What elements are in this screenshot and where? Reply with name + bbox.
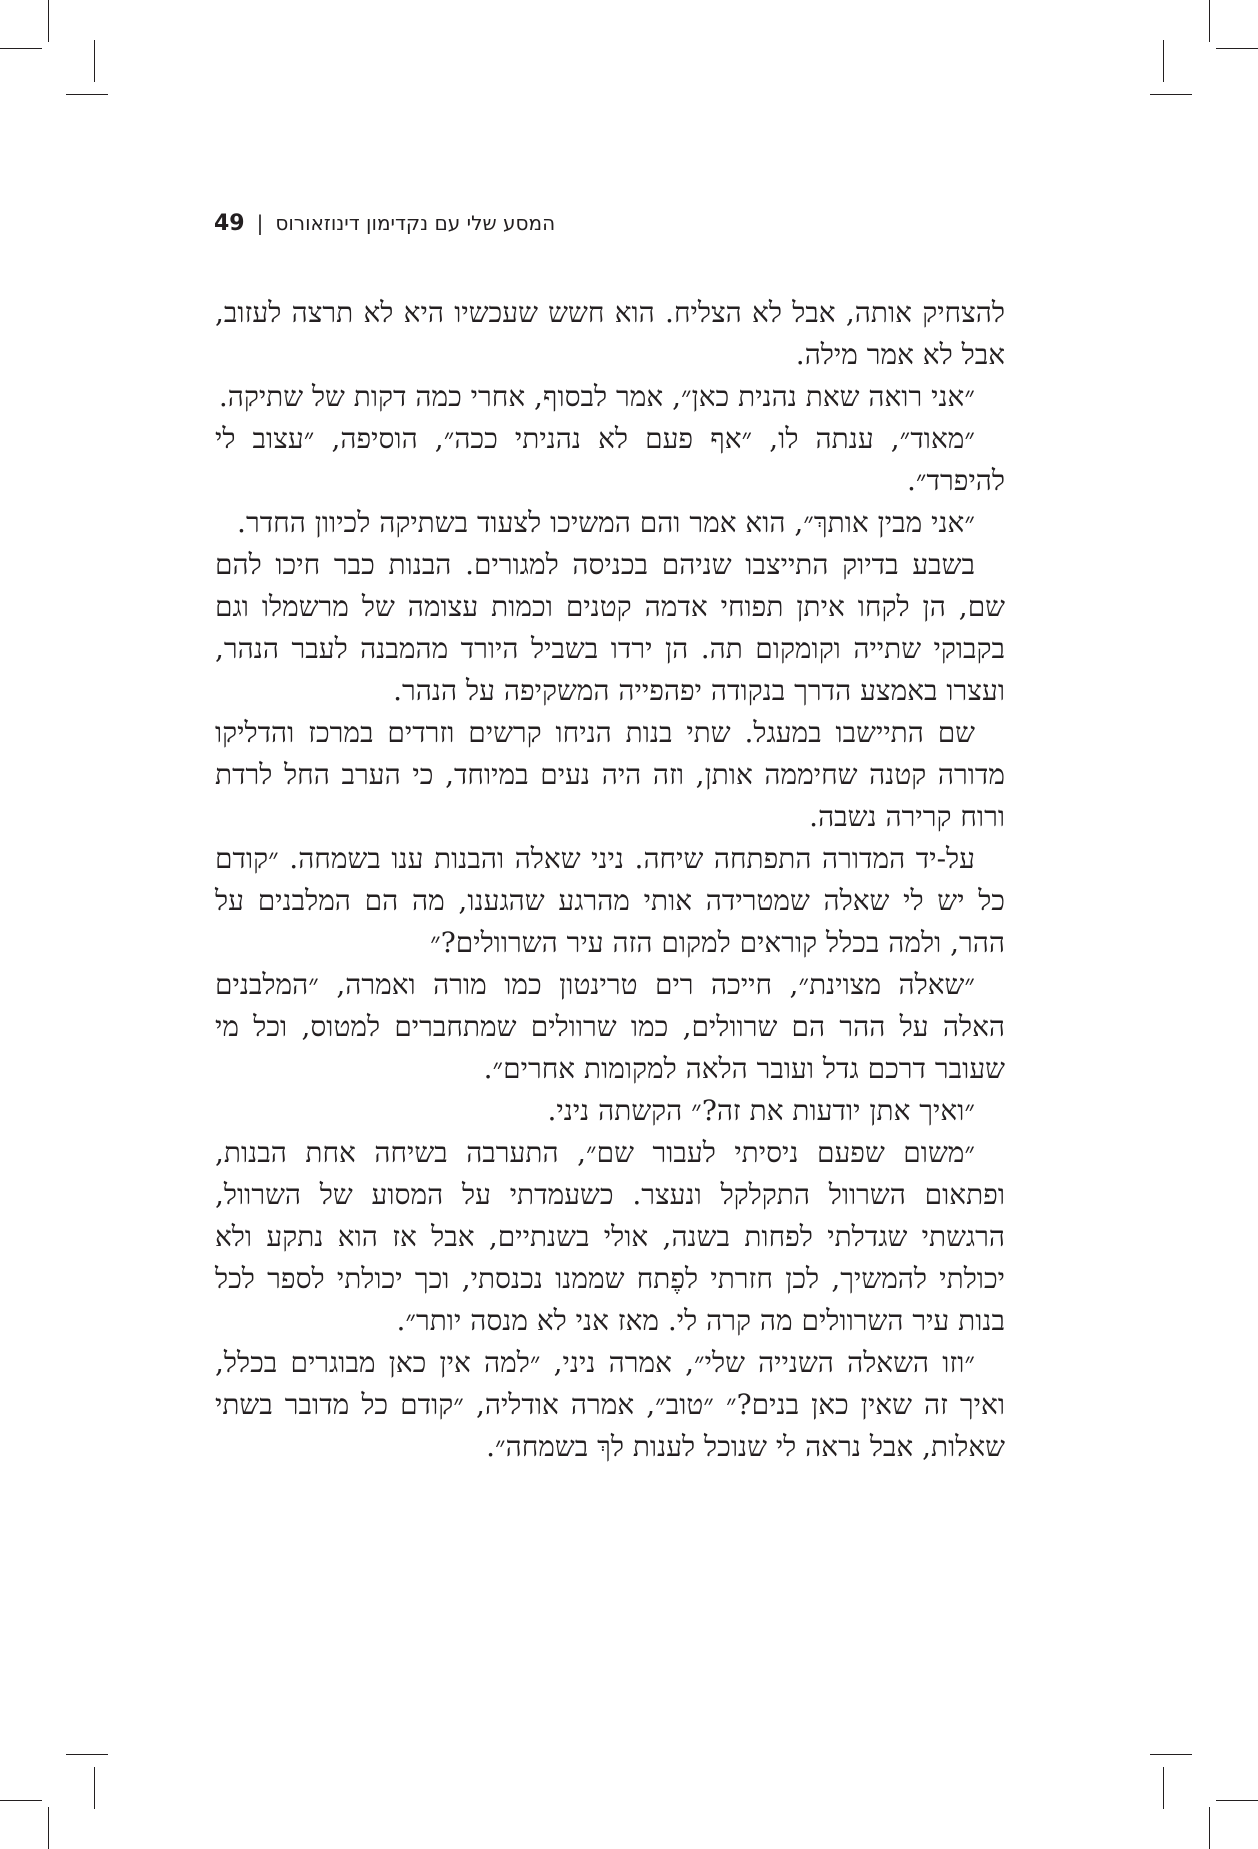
crop-mark-bottom-right-v — [1209, 1807, 1210, 1849]
paragraph: ״אני רואה שאת נהנית כאן״, אמר לבסוף, אחרי כמה דקות של שתיקה. — [218, 380, 975, 413]
crop-mark-top-right-inner-h — [1150, 94, 1192, 95]
crop-mark-bottom-right-inner-v — [1163, 1767, 1164, 1809]
crop-mark-top-left-inner-h — [66, 94, 108, 95]
crop-mark-top-right-h — [1216, 48, 1258, 49]
crop-mark-top-left-inner-v — [94, 40, 95, 82]
paragraph: שם התיישבו במעגל. שתי בנות הניחו קרשים וזרדים במרכז והדליקו מדורה קטנה שחיממה אותן, וזה היה נעים במיוחד, כי הערב החל לרדת ורוח קרירה נשבה. — [215, 716, 1005, 833]
crop-mark-top-left-h — [0, 48, 42, 49]
crop-mark-bottom-left-inner-v — [94, 1767, 95, 1809]
crop-mark-bottom-left-h — [0, 1800, 42, 1801]
crop-mark-top-left-v — [48, 0, 49, 42]
paragraph: להצחיק אותה, אבל לא הצליח. הוא חשש שעכשיו היא לא תרצה לעזוב, אבל לא אמר מילה. — [215, 296, 1005, 371]
paragraph: על-יד המדורה התפתחה שיחה. ניני שאלה והבנות ענו בשמחה. ״קודם כל יש לי שאלה שמטרידה אותי מהרגע שהגענו, מה הם המלבנים על ההר, ולמה בכלל קוראים למקום הזה עיר השרוולים?״ — [215, 842, 1005, 959]
running-header — [214, 208, 1014, 238]
crop-mark-top-right-v — [1209, 0, 1210, 42]
page-number: 49 — [214, 211, 245, 236]
paragraph: ״וזו השאלה השנייה שלי״, אמרה ניני, ״למה אין כאן מבוגרים בכלל, ואיך זה שאין כאן בנים?״ ״טוב״, אמרה אודליה, ״קודם כל מדובר בשתי שאלות, אבל נראה לי שנוכל לענות לךְ בשמחה״. — [215, 1346, 1005, 1463]
paragraph: בשבע בדיוק התייצבו שניהם בכניסה למגורים. הבנות כבר חיכו להם שם, הן לקחו איתן תפוחי אדמה קטנים וכמות עצומה של מרשמלו וגם בקבוקי שתייה וקומקום תה. הן ירדו בשביל היורד מהמבנה לעבר הנהר, ועצרו באמצע הדרך בנקודה יפהפייה המשקיפה על הנהר. — [215, 548, 1005, 707]
crop-mark-bottom-right-inner-h — [1150, 1754, 1192, 1755]
crop-mark-top-right-inner-v — [1163, 40, 1164, 82]
book-title: המסע שלי עם נקדימון דינוזאורוס — [275, 211, 556, 235]
crop-mark-bottom-left-inner-h — [66, 1754, 108, 1755]
paragraph: ״ואיך אתן יודעות את זה?״ הקשתה ניני. — [547, 1094, 975, 1127]
paragraph: ״אני מבין אותךְ״, הוא אמר והם המשיכו לצעוד בשתיקה לכיוון החדר. — [237, 506, 975, 539]
paragraph: ״שאלה מצוינת״, חייכה רים טרינטון כמו מורה ואמרה, ״המלבנים האלה על ההר הם שרוולים, כמו שרוולים שמתחברים למטוס, וכל מי שעובר דרכם גדל ועובר הלאה למקומות אחרים״. — [215, 968, 1006, 1085]
crop-mark-bottom-right-h — [1216, 1800, 1258, 1801]
crop-mark-bottom-left-v — [48, 1807, 49, 1849]
paragraph: ״משום שפעם ניסיתי לעבור שם״, התערבה בשיחה אחת הבנות, ופתאום השרוול התקלקל ונעצר. כשעמדתי על המסוע של השרוול, הרגשתי שגדלתי לפחות בשנה, אולי בשנתיים, אבל אז הוא נתקע ולא יכולתי להמשיך, לכן חזרתי לפֶתח שממנו נכנסתי, וכך יכולתי לספר לכל בנות עיר השרוולים מה קרה לי. מאז אני לא מנסה יותר״. — [215, 1136, 1005, 1337]
body-text — [215, 292, 1005, 1468]
header-separator: | — [256, 211, 264, 235]
paragraph: ״מאוד״, ענתה לו, ״אף פעם לא נהניתי ככה״, הוסיפה, ״עצוב לי להיפרד״. — [215, 422, 1005, 497]
